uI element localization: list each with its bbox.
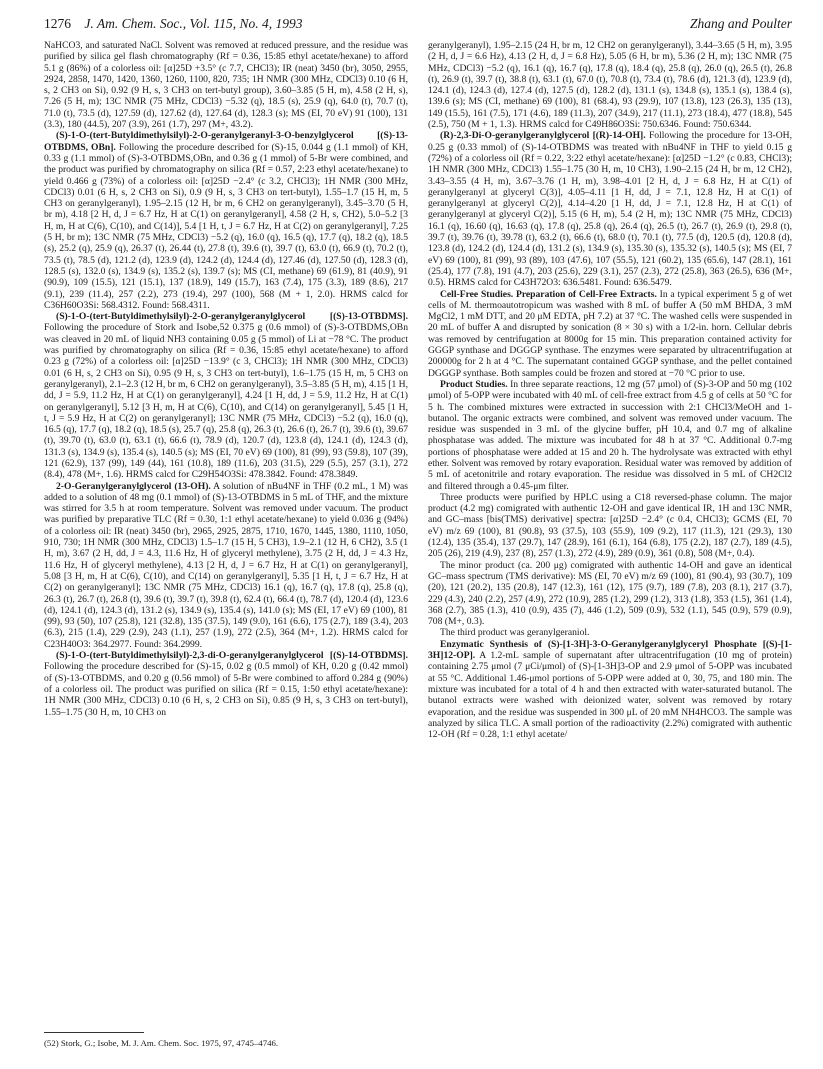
paragraph-text: In three separate reactions, 12 mg (57 μmol) of (S)-3-OP and 50 mg (102 μmol) of 5-OPP were incubated with 40 mL of cell-free extract from 4.5 g of cells at 50 °C for 5 h. The combined mixtures were extracted in succession with 2:1 CHCl3/MeOH and 1-butanol. The organic extracts were combined, and solvent was removed under vacuum. The residue was suspended in 3 mL of the glycine buffer, pH 10.4, and 0.7 mg of alkaline phosphatase was added. The mixture was incubated for 48 h at 37 °C. Additional 0.7-mg portions of phosphatase were added at 15 and 20 h. The hydrolysate was extracted with ethyl ether. Solvent was removed by rotary evaporation. Residual water was removed by addition of 5 mL of acetonitrile and rotary evaporation. The residue was dissolved in 5 mL of CH2Cl2 and filtered through a 0.45-μm filter. (428, 378, 792, 492)
paragraph-text: The minor product (ca. 200 μg) comigrated with authentic 14-OH and gave an identical GC–mass spectrum (TMS derivative): MS (EI, 70 eV) m/z 69 (100), 81 (90.4), 93 (30.7), 109 (20), 121 (20.2), 135 (20.8), 147 (12.3), 161 (12), 175 (9.7), 189 (7.8), 203 (8.1), 217 (3.7), 229 (4.3), 240 (2.2), 257 (4.9), 272 (10.9), 285 (1.2), 299 (1.2), 313 (1.8), 353 (1.5), 361 (1.4), 368 (2.7), 385 (1.3), 410 (0.9), 435 (7), 446 (1.2), 509 (0.9), 532 (1.1), 545 (0.9), 579 (0.9), 708 (M+, 0.3). (428, 559, 792, 628)
paragraph-heading: (S)-1-O-(tert-Butyldimethylsilyl)-2-O-geranylgeranylglycerol [(S)-13-OTBDMS]. (56, 311, 408, 323)
paragraph-heading: Product Studies. (440, 378, 508, 390)
paragraph-text: The third product was geranylgeraniol. (440, 627, 590, 639)
paragraph-text: A solution of nBu4NF in THF (0.2 mL, 1 M) was added to a solution of 48 mg (0.1 mmol) of (S)-13-OTBDMS in 5 mL of THF, and the mixture was stirred for 3.5 h at room temperature. Solvent was removed under vacuum. The product was purified by preparative TLC (Rf = 0.30, 1:1 ethyl acetate/hexane) to yield 0.036 g (94%) of a colorless oil: IR (neat) 3450 (br), 2965, 2925, 2875, 1710, 1670, 1445, 1380, 1110, 1050, 910, 730; 1H NMR (300 MHz, CDCl3) 1.5–1.7 (15 H, 5 CH3), 1.9–2.1 (12 H, 6 CH2), 3.5 (1 H, m), 3.67 (2 H, dd, J = 4.3, 11.6 Hz, H of glyceryl methylene), 3.75 (2 H, dd, J = 4.3 Hz, 11.6 Hz, H of glyceryl methylene), 4.13 [2 H, d, J = 6.7 Hz, H at C(1) on geranylgeranyl], 5.08 [3 H, m, H at C(6), C(10), and C(14) on geranylgeranyl], 5.35 [1 H, t, J = 6.7 Hz, H at C(2) on geranylgeranyl]; 13C NMR (75 MHz, CDCl3) 16.1 (q), 16.7 (q), 17.8 (q), 25.8 (q), 26.3 (t), 26.7 (t), 26.8 (t), 39.6 (t), 39.7 (t), 39.8 (t), 62.4 (t), 66.4 (t), 78.7 (d), 120.4 (d), 123.6 (d), 124.1 (d), 124.3 (d), 131.2 (s), 134.9 (s), 135.4 (s), 141.0 (s); MS (EI, 17 eV) 69 (100), 81 (99), 93 (50), 107 (25.8), 121 (32.8), 135 (37.5), 149 (9.0), 161 (6.6), 175 (2.7), 189 (3.4), 203 (6.3), 215 (1.4), 229 (2.9), 243 (1.1), 257 (1.9), 272 (2.5), 364 (M+, 1.2). HRMS calcd for C23H40O3: 364.2977. Found: 364.2999. (44, 480, 408, 650)
paragraph (428, 289, 792, 379)
paragraph (44, 311, 408, 480)
paragraph-heading: Enzymatic Synthesis of (S)-[1-3H]-3-O-Geranylgeranylglyceryl Phosphate [(S)-[1-3H]12-OP]. (428, 638, 792, 662)
paragraph (428, 639, 792, 741)
header-left (44, 16, 302, 32)
paragraph-heading: (R)-2,3-Di-O-geranylgeranylglycerol [(R)-14-OH]. (440, 130, 646, 142)
footnote-divider (44, 1032, 144, 1033)
paragraph (428, 379, 792, 492)
paragraph-text: In a typical experiment 5 g of wet cells of M. thermoautotropicum was washed with 8 mL of buffer A (50 mM BHDA, 3 mM MgCl2, 1 mM DTT, and 20 μM EDTA, pH 7.2) at 37 °C. The washed cells were suspended in 20 mL of buffer A and disrupted by sonication (8 × 30 s) with a 1/2-in. horn. Cellular debris was removed by centrifugation at 8000g for 15 min. This preparation contained activity for GGGP synthase and DGGGP synthase. The enzymes were separated by ultracentrifugation at 200000g for 2 h at 4 °C. The supernatant contained GGGP synthase, and the pellet contained DGGGP synthase. Both samples could be frozen and stored at −70 °C prior to use. (428, 288, 792, 379)
header-authors: Zhang and Poulter (689, 16, 792, 31)
paragraph-text: Following the procedure of Stork and Isobe,52 0.375 g (0.6 mmol) of (S)-3-OTBDMS,OBn was cleaved in 20 mL of liquid NH3 containing 0.05 g (5 mmol) of Li at −78 °C. The product was purified by chromatography on silica (Rf = 0.36, 15:85 ethyl acetate/hexane) to afford 0.23 g (72%) of a colorless oil: [α]25D −13.9° (c 3, CHCl3); 1H NMR (300 MHz, CDCl3) 0.01 (6 H, s, 2 CH3 on Si), 0.95 (9 H, s, 3 CH3 on tert-butyl), 1.6–1.75 (15 H, m, 5 CH3 on geranylgeranyl), 2.1–2.3 (12 H, br m, 6 CH2 on geranylgeranyl), 3.5–3.85 (5 H, m), 4.15 [1 H, dd, J = 5.9, 11.2 Hz, H at C(1) on geranylgeranyl], 4.24 [1 H, dd, J = 5.9, 11.2 Hz, H at C(1) on geranylgeranyl], 5.12 [3 H, m, H at C(6), C(10), and C(14) on geranylgeranyl], 5.45 [1 H, t, J = 5.9 Hz, H at C(2) on geranylgeranyl]; 13C NMR (75 MHz, CDCl3) −5.2 (q), 16.0 (q), 16.5 (q), 17.7 (q), 18.2 (q), 18.5 (s), 25.7 (q), 25.8 (q), 26.3 (t), 26.6 (t), 26.7 (t), 39.6 (t), 39.67 (t), 39.70 (t), 63.0 (t), 63.1 (t), 66.6 (t), 78.9 (d), 120.7 (d), 123.8 (d), 124.1 (d), 124.3 (d), 131.3 (s), 134.9 (s), 135.4 (s), 140.5 (s); MS (EI, 70 eV) 69 (100), 81 (99), 93 (59.8), 107 (39), 121 (62.9), 137 (99), 149 (44), 161 (10.8), 189 (11.6), 203 (31.5), 229 (5.5), 257 (3.1), 272 (8.4), 478 (M+, 1.6). HRMS calcd for C29H54O3Si: 478.3842. Found: 478.3849. (44, 322, 408, 481)
paragraph-heading: (S)-1-O-(tert-Butyldimethylsilyl)-2,3-di-O-geranylgeranylglycerol [(S)-14-OTBDMS]. (56, 650, 408, 662)
paragraph (428, 130, 792, 288)
paragraph-heading: (S)-1-O-(tert-Butyldimethylsilyl)-2-O-geranylgeranyl-3-O-benzylglycerol [(S)-13-OTBDMS, OBn]. (44, 130, 408, 153)
paragraph (428, 560, 792, 628)
paragraph-text: Following the procedure described for (S)-15, 0.044 g (1.1 mmol) of KH, 0.33 g (1.1 mmol) of (S)-3-OTBDMS,OBn, and 0.36 g (1 mmol) of 5-Br were combined, and the product was purified by chromatography on silica (Rf = 0.57, 2:23 ethyl acetate/hexane) to yield 0.466 g (73%) of a colorless oil: [α]25D −2.4° (c 3.2, CHCl3); 1H NMR (300 MHz, CDCl3) 0.01 (6 H, s, 2 CH3 on Si), 0.9 (9 H, s, 3 CH3 on tert-butyl), 1.55–1.7 (15 H, m, 5 CH3 on geranylgeranyl), 1.95–2.15 (12 H, br m, 6 CH2 on geranylgeranyl), 3.45–3.70 (5 H, br m), 4.18 [2 H, d, J = 6.7 Hz, H at C(1) on geranylgeranyl], 4.58 (2 H, s, CH2), 5.0–5.2 [3 H, m, H at C(6), C(10), and C(14)], 5.4 [1 H, t, J = 6.7 Hz, H at C(2) on geranylgeranyl], 7.25 (5 H, br m); 13C NMR (75 MHz, CDCl3) −5.2 (q), 16.0 (q), 16.5 (q), 17.7 (q), 18.2 (q), 18.5 (s), 25.2 (q), 25.9 (q), 26.37 (t), 26.44 (t), 27.8 (t), 39.6 (t), 39.7 (t), 63.0 (t), 66.9 (t), 70.2 (t), 73.5 (t), 78.5 (d), 121.2 (d), 123.9 (d), 124.2 (d), 124.4 (d), 127.46 (d), 127.50 (d), 128.3 (d), 128.5 (s), 132.0 (s), 134.9 (s), 135.2 (s), 139.7 (s); MS (CI, methane) 69 (61.9), 81 (40.9), 91 (90.9), 109 (15.5), 121 (15.1), 137 (18.9), 149 (15.7), 163 (7.4), 175 (3.3), 189 (8.6), 217 (9.1), 239 (11.4), 257 (2.2), 273 (19.4), 297 (100), 568 (M + 1, 2.0). HRMS calcd for C36H60O3Si: 568.4312. Found: 568.4311. (44, 141, 408, 311)
paragraph-heading: Cell-Free Studies. Preparation of Cell-Free Extracts. (440, 288, 657, 300)
paragraph (428, 492, 792, 560)
paragraph (44, 130, 408, 311)
paragraph-text: Three products were purified by HPLC using a C18 reversed-phase column. The major product (4.2 mg) comigrated with authentic 12-OH and gave identical IR, 1H and 13C NMR, and GC–mass [bis(TMS) derivative] spectra: [α]25D −2.4° (c 0.4, CHCl3); GCMS (EI, 70 eV) m/z 69 (100), 81 (90.8), 93 (37.5), 103 (55.9), 109 (9.2), 117 (11.3), 121 (29.3), 130 (12.4), 135 (35.4), 137 (29.7), 147 (28.9), 161 (6.1), 164 (6.8), 175 (2.2), 187 (2.7), 189 (4.5), 205 (26), 219 (4.9), 237 (8), 257 (1.3), 272 (4.9), 289 (0.9), 361 (0.8), 508 (M+, 0.4). (428, 491, 792, 560)
paragraph-text: NaHCO3, and saturated NaCl. Solvent was removed at reduced pressure, and the residue was purified by silica gel flash chromatography (Rf = 0.36, 15:85 ethyl acetate/hexane) to afford 5.1 g (86%) of a colorless oil: [α]25D +3.5° (c 7.7, CHCl3); IR (neat) 3450 (br), 3050, 2955, 2924, 2858, 1470, 1420, 1360, 1260, 1100, 820, 735; 1H NMR (300 MHz, CDCl3) 0.10 (6 H, s, 2 CH3 on Si), 0.92 (9 H, s, 3 CH3 on tert-butyl group), 3.60–3.85 (5 H, m), 4.58 (2 H, s), 7.26 (5 H, m); 13C NMR (75 MHz, CDCl3) −5.32 (q), 18.5 (s), 25.9 (q), 64.0 (t), 70.7 (t), 71.0 (t), 73.5 (d), 127.59 (d), 127.62 (d), 127.64 (d), 128.3 (s); MS (EI, 70 eV) 91 (100), 131 (3.3), 180 (44.5), 207 (3.9), 261 (1.7), 297 (M+, 43.2). (44, 40, 408, 131)
paragraph-text: Following the procedure for 13-OH, 0.25 g (0.33 mmol) of (S)-14-OTBDMS was treated with nBu4NF in THF to yield 0.15 g (72%) of a colorless oil (Rf = 0.22, 3:22 ethyl acetate/hexane): [α]25D −1.2° (c 0.83, CHCl3); 1H NMR (300 MHz, CDCl3) 1.55–1.75 (30 H, m, 10 CH3), 1.90–2.15 (24 H, br m, 12 CH2), 3.43–3.55 (4 H, m), 3.67–3.76 (1 H, m), 3.98–4.01 [2 H, d, J = 6.8 Hz, H at C(1) of geranylgeranyl at glyceryl C(3)], 4.05–4.11 [1 H, dd, J = 7.1, 12.8 Hz, H at C(1) of geranylgeranyl at glyceryl C(2)], 4.14–4.20 [1 H, dd, J = 7.1, 12.8 Hz, H at C(1) of geranylgeranyl at glyceryl C(2)], 5.15 (6 H, m), 5.4 (2 H, m); 13C NMR (75 MHz, CDCl3) 16.1 (q), 16.60 (q), 16.63 (q), 17.8 (q), 25.8 (q), 26.4 (q), 26.5 (t), 26.7 (t), 26.9 (t), 29.8 (t), 39.7 (t), 39.76 (t), 39.78 (t), 63.2 (t), 66.6 (t), 68.0 (t), 70.1 (t), 77.5 (d), 120.5 (d), 120.8 (d), 123.8 (d), 124.2 (d), 124.4 (d), 131.2 (s), 134.9 (s), 135.30 (s), 135.32 (s), 140.5 (s); MS (EI, 7 eV) 69 (100), 81 (99), 93 (89), 103 (47.6), 107 (55.5), 121 (60.2), 135 (65.6), 147 (28.1), 161 (25.4), 177 (7.8), 191 (4.7), 203 (25.6), 229 (3.1), 257 (2.3), 272 (25.8), 363 (26.5), 636 (M+, 0.5). HRMS calcd for C43H72O3: 636.5481. Found: 636.5479. (428, 130, 792, 289)
page-number: 1276 (44, 16, 71, 31)
paragraph-text: Following the procedure described for (S)-15, 0.02 g (0.5 mmol) of KH, 0.20 g (0.42 mmol) of (S)-13-OTBDMS, and 0.20 g (0.56 mmol) of 5-Br were combined to afford 0.284 g (90%) of a colorless oil. The product was purified on silica (Rf = 0.15, 1:50 ethyl acetate/hexane): 1H NMR (300 MHz, CDCl3) 0.10 (6 H, s, 2 CH3 on Si), 0.85 (9 H, s, 3 CH3 on tert-butyl), 1.55–1.75 (30 H, m, 10 CH3 on (44, 661, 408, 718)
paragraph (428, 40, 792, 130)
paragraph-text: geranylgeranyl), 1.95–2.15 (24 H, br m, 12 CH2 on geranylgeranyl), 3.44–3.65 (5 H, m), 3.95 (2 H, d, J = 6.6 Hz), 4.13 (2 H, d, J = 6.8 Hz), 5.05 (6 H, br m), 5.36 (2 H, m); 13C NMR (75 MHz, CDCl3) −5.2 (q), 16.1 (q), 16.7 (q), 17.8 (q), 18.4 (q), 25.8 (q), 26.0 (q), 26.5 (t), 26.8 (t), 26.9 (t), 39.7 (t), 38.8 (t), 63.1 (t), 67.0 (t), 70.8 (t), 73.4 (t), 78.6 (d), 121.3 (d), 123.9 (d), 124.1 (d), 124.3 (d), 127.4 (d), 127.5 (d), 128.2 (d), 131.1 (s), 134.8 (s), 135.1 (s), 138.4 (s), 139.6 (s); MS (CI, methane) 69 (100), 81 (68.4), 93 (29.9), 107 (13.8), 123 (26.3), 135 (13), 149 (15.5), 161 (7.5), 171 (4.6), 189 (11.3), 207 (34.9), 217 (11.1), 273 (18.4), 477 (18.8), 545 (2.5), 750 (M + 1, 1.3). HRMS calcd for C49H86O3Si: 750.6346. Found: 750.6344. (428, 40, 792, 131)
journal-citation: J. Am. Chem. Soc., Vol. 115, No. 4, 1993 (84, 16, 303, 31)
paragraph-text: A 1.2-mL sample of supernatant after ultracentrifugation (10 mg of protein) containing 2.75 μmol (7 μCi/μmol) of (S)-[1-3H]3-OP and 2.9 μmol of 5-OPP was incubated at 55 °C. Additional 1.46-μmol portions of 5-OPP were added at 0, 30, 75, and 180 min. The mixture was incubated for a total of 4 h and then extracted with water-saturated butanol. The butanol extracts were washed with deionized water, solvent was removed by rotary evaporation, and the residue was suspended in 300 μL of 20 mM NH4HCO3. The sample was analyzed by silica TLC. A small portion of the radioactivity (2.2%) comigrated with authentic 12-OH (Rf = 0.28, 1:1 ethyl acetate/ (428, 650, 792, 741)
page-header (44, 16, 792, 36)
left-column (44, 40, 408, 1000)
paragraph (44, 650, 408, 718)
paragraph-heading: 2-O-Geranylgeranylglycerol (13-OH). (56, 480, 211, 492)
paragraph (428, 627, 792, 638)
paragraph (44, 40, 408, 130)
footnote: (52) Stork, G.; Isobe, M. J. Am. Chem. Soc. 1975, 97, 4745–4746. (44, 1038, 279, 1048)
paragraph (44, 481, 408, 650)
right-column (428, 40, 792, 1000)
